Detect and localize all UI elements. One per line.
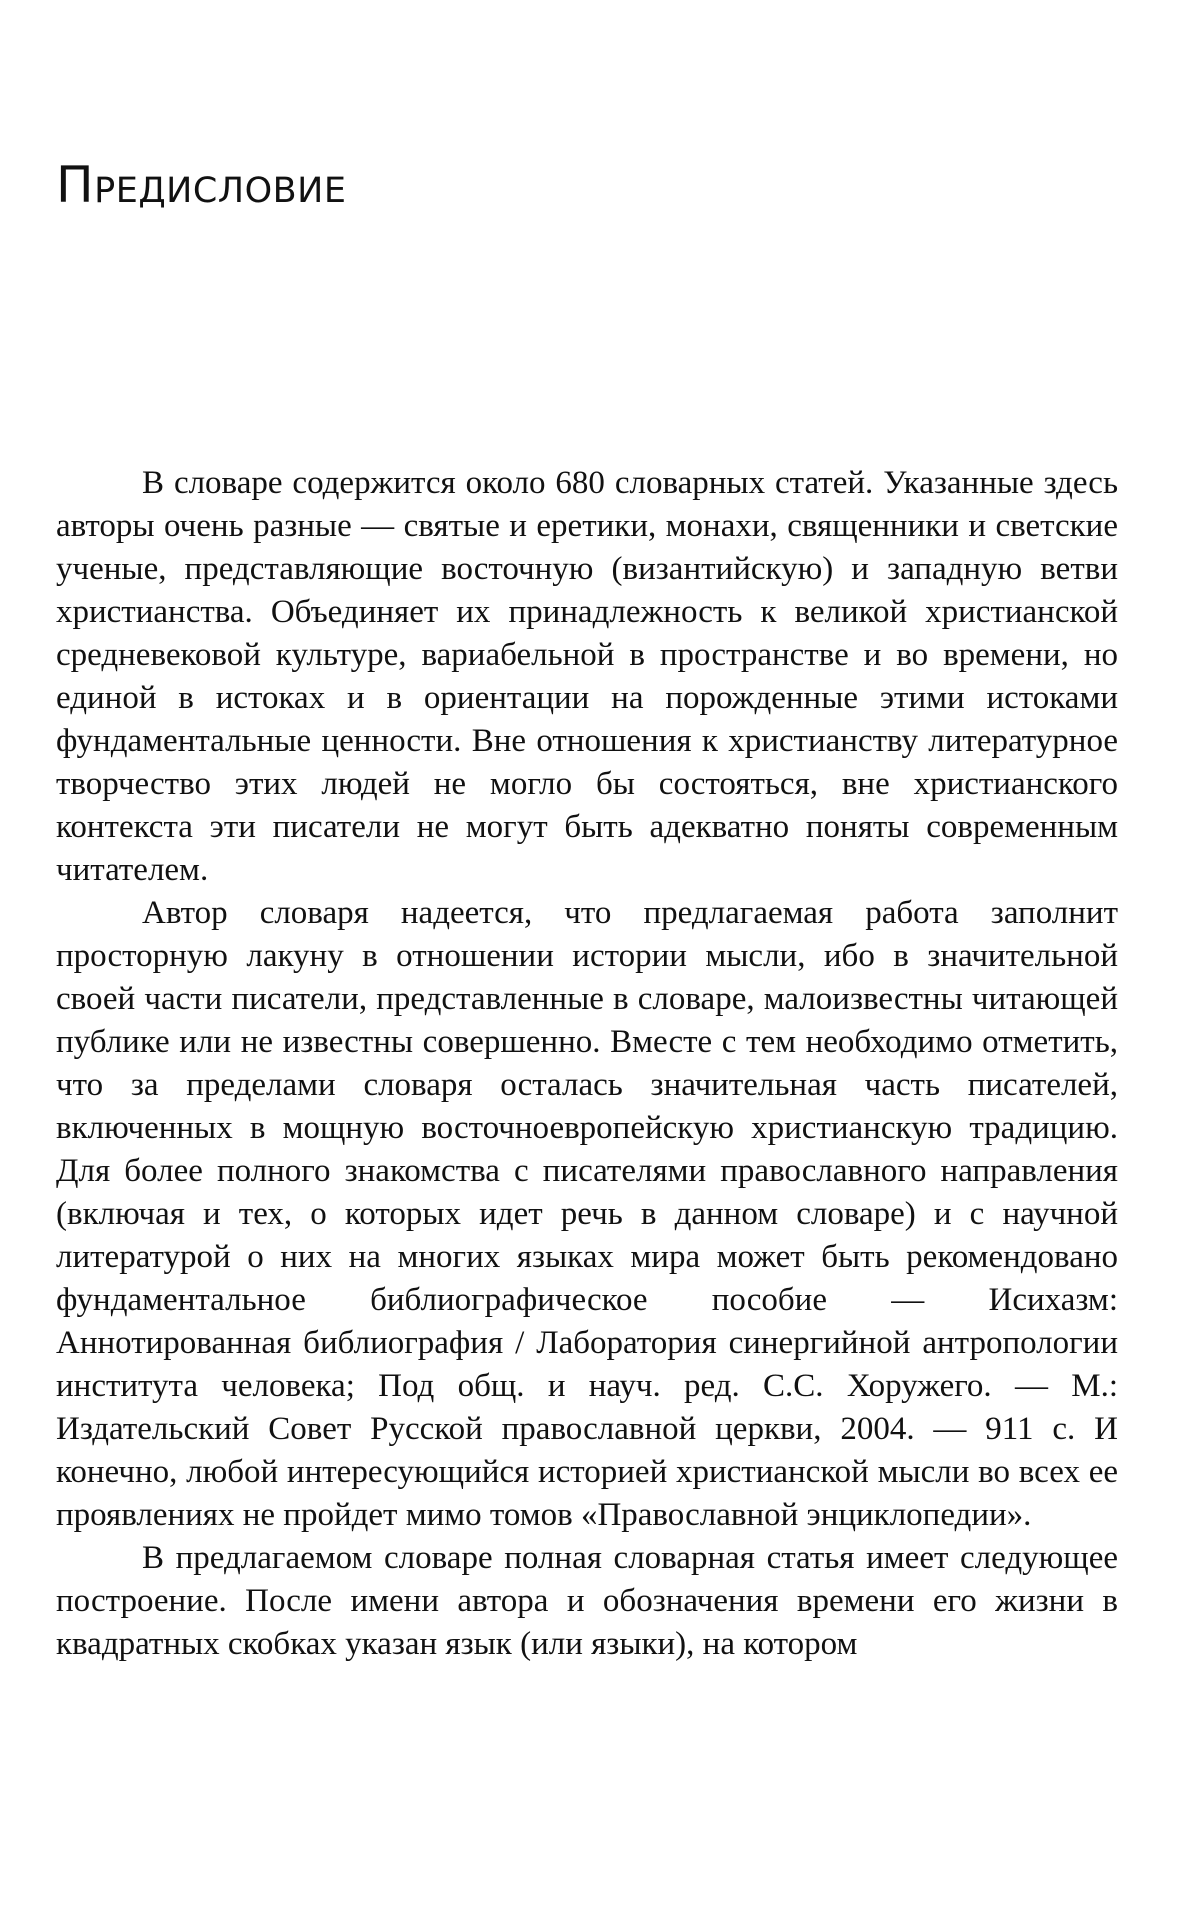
paragraph-2: Автор словаря надеется, что предлагаемая работа заполнит просторную лакуну в отношении истории мысли, ибо в значительной своей части писатели, представленные в словаре, малоизвестны читающей публике или не известны совершенно. Вместе с тем необходимо отметить, что за пределами словаря осталась значительная часть писателей, включенных в мощную восточноевропейскую христианскую традицию. Для более полного знакомства с писателями православного направления (включая и тех, о которых идет речь в данном словаре) и с научной литературой о них на многих языках мира может быть рекомендовано фундаментальное библиографическое пособие — Исихазм: Аннотированная библиография / Лаборатория синергийной антропологии института человека; Под общ. и науч. ред. С.С. Хоружего. — М.: Издательский Совет Русской православной церкви, 2004. — 911 с. И конечно, любой интересующийся историей христианской мысли во всех ее проявлениях не пройдет мимо томов «Православной энциклопедии».	[56, 895, 1118, 1533]
body-text	[56, 462, 1118, 1666]
paragraph-1: В словаре содержится около 680 словарных статей. Указанные здесь авторы очень разные — святые и еретики, монахи, священники и светские ученые, представляющие восточную (византийскую) и западную ветви христианства. Объединяет их принадлежность к великой христианской средневековой культуре, вариабельной в пространстве и во времени, но единой в истоках и в ориентации на порожденные этими истоками фундаментальные ценности. Вне отношения к христианству литературное творчество этих людей не могло бы состояться, вне христианского контекста эти писатели не могут быть адекватно поняты современным читателем.	[56, 465, 1118, 888]
paragraph-3: В предлагаемом словаре полная словарная статья имеет следующее построение. После имени автора и обозначения времени его жизни в квадратных скобках указан язык (или языки), на котором	[56, 1540, 1118, 1662]
page-title: Предисловие	[56, 156, 347, 214]
